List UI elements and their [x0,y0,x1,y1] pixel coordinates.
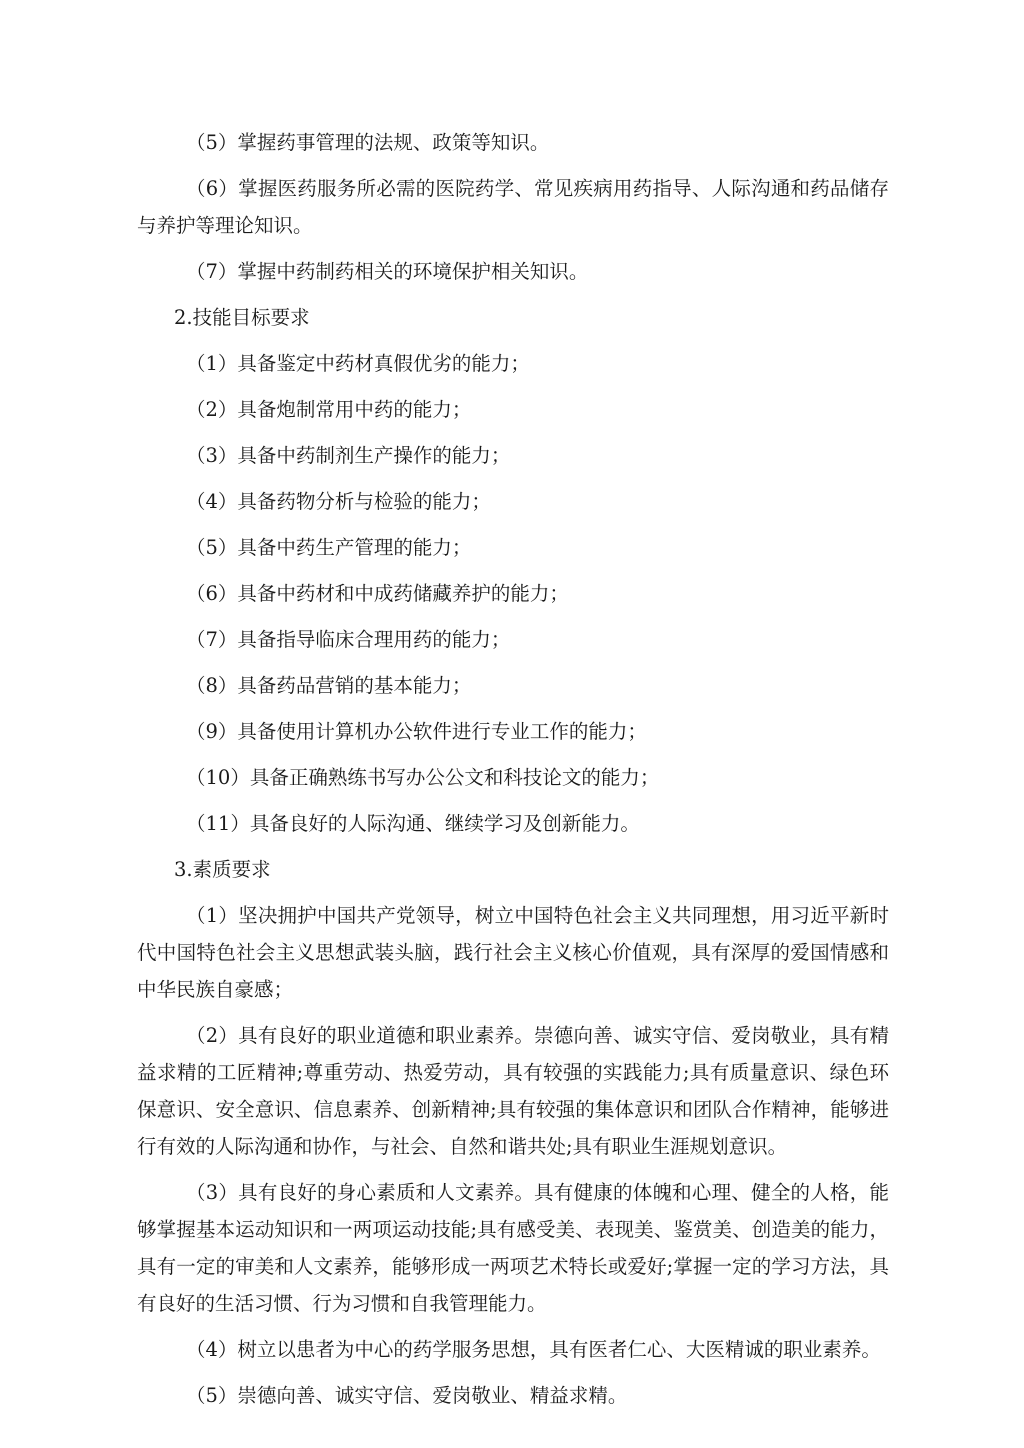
section-heading: 2.技能目标要求 [174,306,310,329]
list-item: （2）具备炮制常用中药的能力； [186,398,472,421]
list-item: （9）具备使用计算机办公软件进行专业工作的能力； [186,720,647,743]
list-item: （1）具备鉴定中药材真假优劣的能力； [186,352,530,375]
paragraph: （2）具有良好的职业道德和职业素养。崇德向善、诚实守信、爱岗敬业，具有精益求精的工匠精神;尊重劳动、热爱劳动，具有较强的实践能力;具有质量意识、绿色环保意识、安全意识、信息素养、创新精神;具有较强的集体意识和团队合作精神，能够进行有效的人际沟通和协作，与社会、自然和谐共处;具有职业生涯规划意识。 [137,1024,889,1158]
section-heading: 3.素质要求 [174,858,271,881]
paragraph: （1）坚决拥护中国共产党领导，树立中国特色社会主义共同理想，用习近平新时代中国特色社会主义思想武装头脑，践行社会主义核心价值观，具有深厚的爱国情感和中华民族自豪感； [137,904,889,1001]
list-item: （6）具备中药材和中成药储藏养护的能力； [186,582,569,605]
paragraph: （4）树立以患者为中心的药学服务思想，具有医者仁心、大医精诚的职业素养。 [186,1338,881,1361]
paragraph: （5）掌握药事管理的法规、政策等知识。 [186,131,550,154]
list-item: （11）具备良好的人际沟通、继续学习及创新能力。 [186,812,640,835]
paragraph: （3）具有良好的身心素质和人文素养。具有健康的体魄和心理、健全的人格，能够掌握基本运动知识和一两项运动技能;具有感受美、表现美、鉴赏美、创造美的能力，具有一定的审美和人文素养，能够形成一两项艺术特长或爱好;掌握一定的学习方法，具有良好的生活习惯、行为习惯和自我管理能力。 [137,1181,889,1315]
list-item: （4）具备药物分析与检验的能力； [186,490,491,513]
list-item: （8）具备药品营销的基本能力； [186,674,472,697]
paragraph: （5）崇德向善、诚实守信、爱岗敬业、精益求精。 [186,1384,628,1407]
paragraph: （6）掌握医药服务所必需的医院药学、常见疾病用药指导、人际沟通和药品储存与养护等理论知识。 [137,177,889,237]
document-body [137,124,889,1423]
list-item: （5）具备中药生产管理的能力； [186,536,472,559]
list-item: （10）具备正确熟练书写办公公文和科技论文的能力； [186,766,660,789]
paragraph: （7）掌握中药制药相关的环境保护相关知识。 [186,260,589,283]
list-item: （3）具备中药制剂生产操作的能力； [186,444,511,467]
list-item: （7）具备指导临床合理用药的能力； [186,628,511,651]
